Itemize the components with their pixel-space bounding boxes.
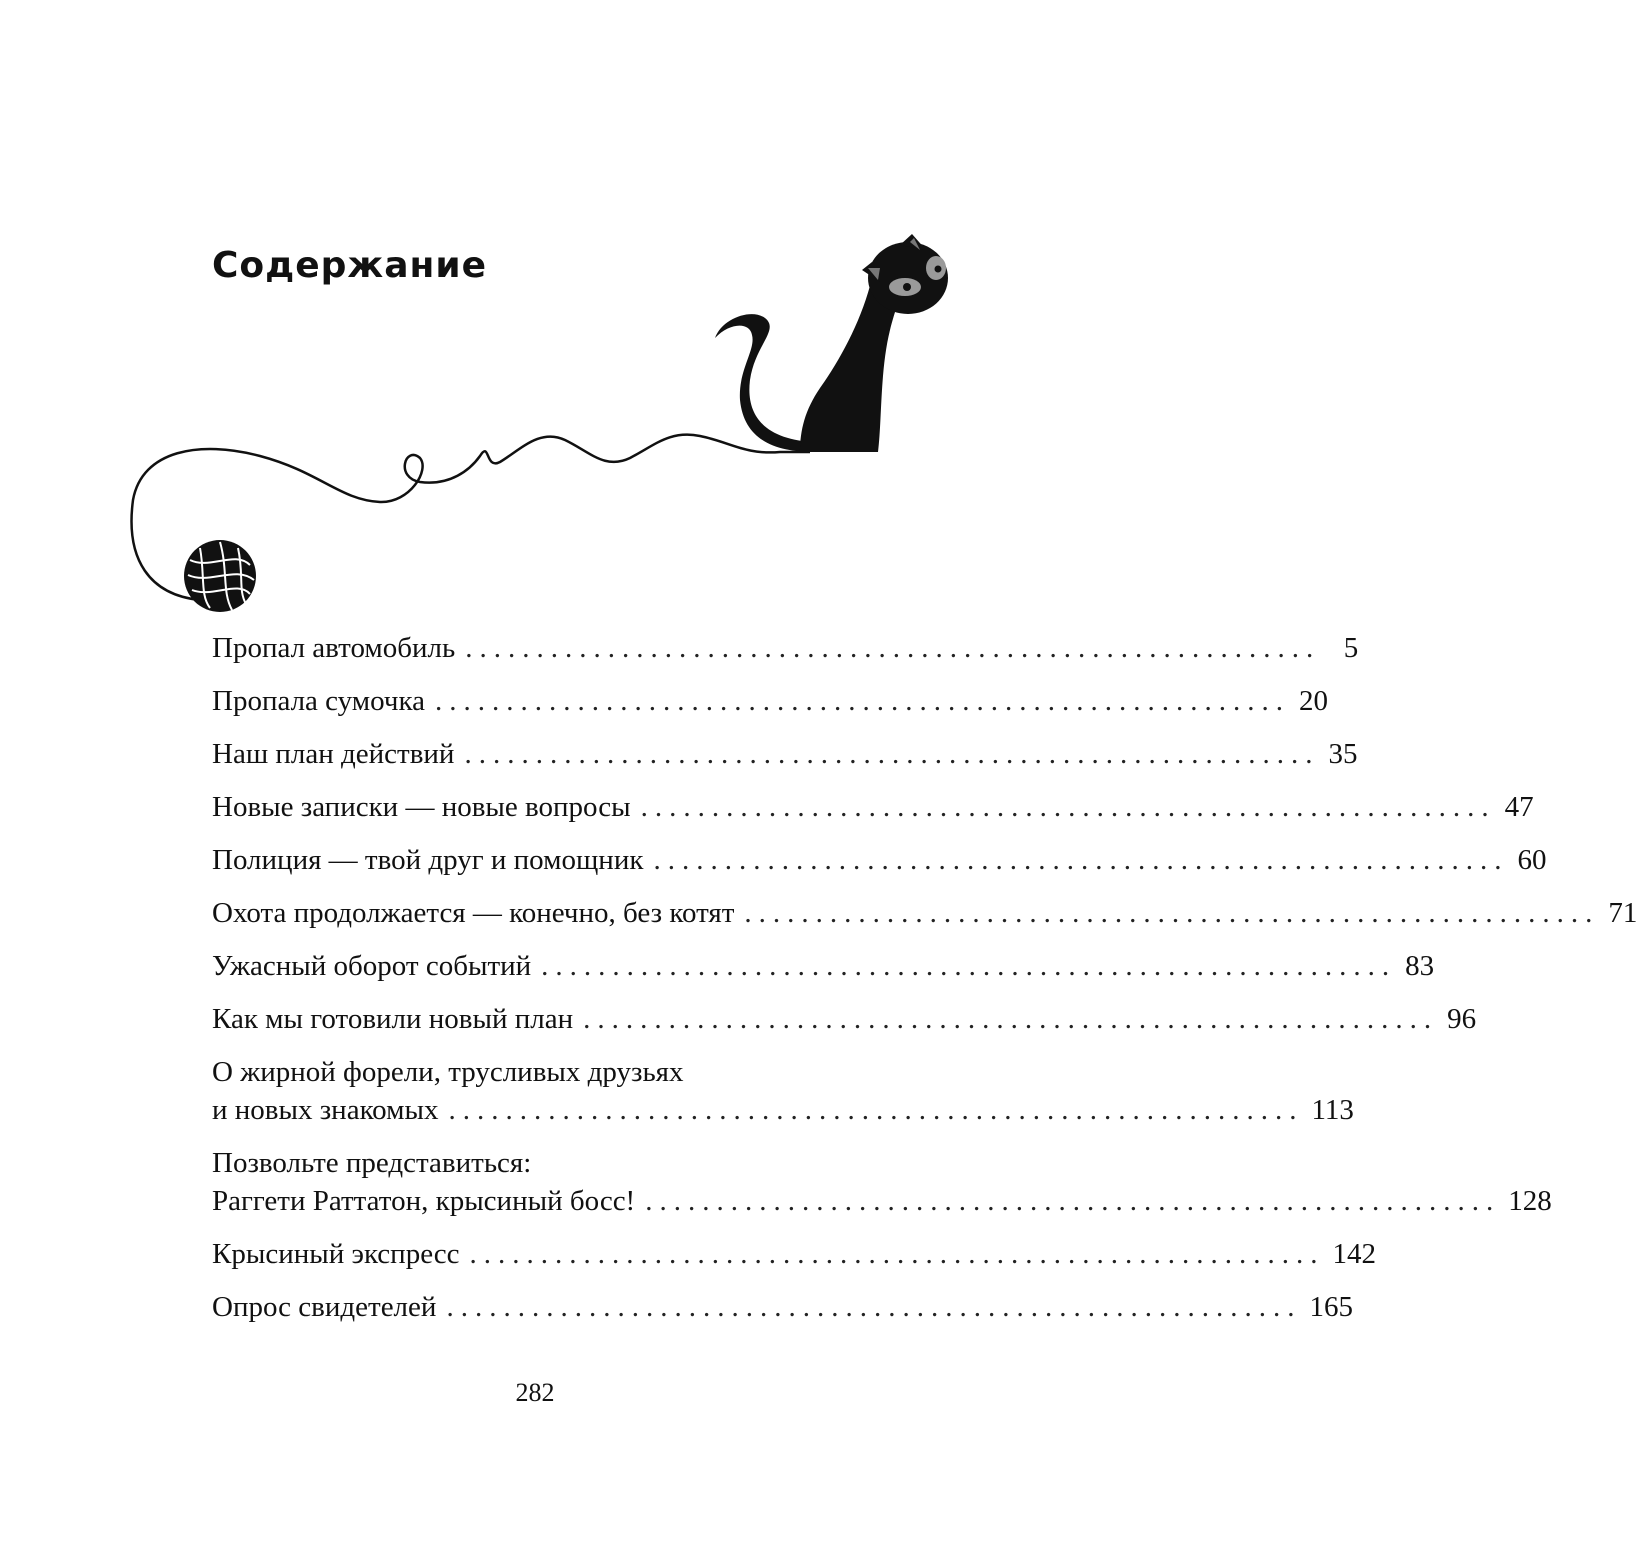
page-title: Содержание <box>212 245 488 286</box>
toc-entry <box>212 844 1547 882</box>
toc-entry-line <box>212 1291 1353 1329</box>
cat-and-yarn-illustration <box>0 0 1000 640</box>
toc-entry <box>212 950 1435 988</box>
toc-entry-page: 20 <box>1299 685 1328 717</box>
toc-entry-title: и новых знакомых <box>212 1094 439 1126</box>
toc-entry-title: Как мы готовили новый план <box>212 1003 574 1035</box>
toc-entry-line <box>212 1094 1354 1132</box>
toc-entry-page: 96 <box>1447 1003 1477 1035</box>
toc-entry-line <box>212 1185 1552 1223</box>
toc-entry-title: Новые записки — новые вопросы <box>212 791 631 823</box>
toc-entry <box>212 632 1359 670</box>
toc-entry-title: Раггети Раттатон, крысиный босс! <box>212 1185 636 1217</box>
toc-entry <box>212 897 1637 935</box>
toc-entry-line <box>212 1056 860 1094</box>
black-cat-icon <box>715 234 948 452</box>
toc-entry <box>212 1056 1354 1132</box>
toc-entry-page: 142 <box>1332 1238 1377 1270</box>
page-number: 282 <box>515 1378 555 1407</box>
toc-entry-line <box>212 1238 1377 1276</box>
toc-entry <box>212 685 1328 723</box>
yarn-ball-icon <box>184 540 256 612</box>
toc-entry-page: 113 <box>1311 1094 1354 1126</box>
dot-leader: ............................................................ <box>744 897 1600 929</box>
dot-leader: ............................................................ <box>435 685 1290 717</box>
toc-entry-page: 5 <box>1343 632 1359 664</box>
toc-entry-line <box>212 844 1547 882</box>
toc-entry-title: Опрос свидетелей <box>212 1291 437 1323</box>
dot-leader: ............................................................ <box>469 1238 1325 1270</box>
toc-entry-line <box>212 738 1358 776</box>
dot-leader: ............................................................ <box>464 738 1320 770</box>
toc-entry-line <box>212 1147 860 1185</box>
toc-entry-line <box>212 950 1435 988</box>
toc-entry-page: 128 <box>1508 1185 1552 1217</box>
toc-entry-page: 60 <box>1517 844 1547 876</box>
dot-leader: ............................................................ <box>448 1094 1304 1126</box>
toc-entry-line <box>212 632 1359 670</box>
dot-leader: ............................................................ <box>653 844 1509 876</box>
toc-entry-title: Пропал автомобиль <box>212 632 456 664</box>
toc-entry <box>212 1238 1377 1276</box>
dot-leader: ............................................................ <box>446 1291 1302 1323</box>
toc-entry-title: Пропала сумочка <box>212 685 425 717</box>
dot-leader: ............................................................ <box>583 1003 1439 1035</box>
toc-entry-page: 35 <box>1328 738 1358 770</box>
toc-entry-line <box>212 685 1328 723</box>
toc-entry <box>212 1003 1477 1041</box>
dot-leader: ............................................................ <box>645 1185 1501 1217</box>
toc-entry-title: Крысиный экспресс <box>212 1238 460 1270</box>
toc-entry-title: Полиция — твой друг и помощник <box>212 844 644 876</box>
toc-entry-title: Ужасный оборот событий <box>212 950 532 982</box>
dot-leader: ............................................................ <box>541 950 1397 982</box>
toc-entry <box>212 738 1358 776</box>
dot-leader: ............................................................ <box>640 791 1496 823</box>
toc-entry-line <box>212 791 1534 829</box>
toc-entry <box>212 1147 1552 1223</box>
toc-entry-page: 47 <box>1504 791 1534 823</box>
toc-entry-line <box>212 1003 1477 1041</box>
table-of-contents <box>212 632 1637 1344</box>
toc-entry-page: 165 <box>1309 1291 1353 1323</box>
toc-entry-page: 71 <box>1608 897 1637 929</box>
toc-entry-line <box>212 897 1637 935</box>
toc-entry-page: 83 <box>1405 950 1435 982</box>
toc-entry-title: Позвольте представиться: <box>212 1147 532 1179</box>
toc-entry-title: Наш план действий <box>212 738 455 770</box>
dot-leader: ............................................................ <box>465 632 1321 664</box>
toc-entry <box>212 1291 1353 1329</box>
toc-entry <box>212 791 1534 829</box>
toc-entry-title: О жирной форели, трусливых друзьях <box>212 1056 684 1088</box>
toc-entry-title: Охота продолжается — конечно, без котят <box>212 897 735 929</box>
